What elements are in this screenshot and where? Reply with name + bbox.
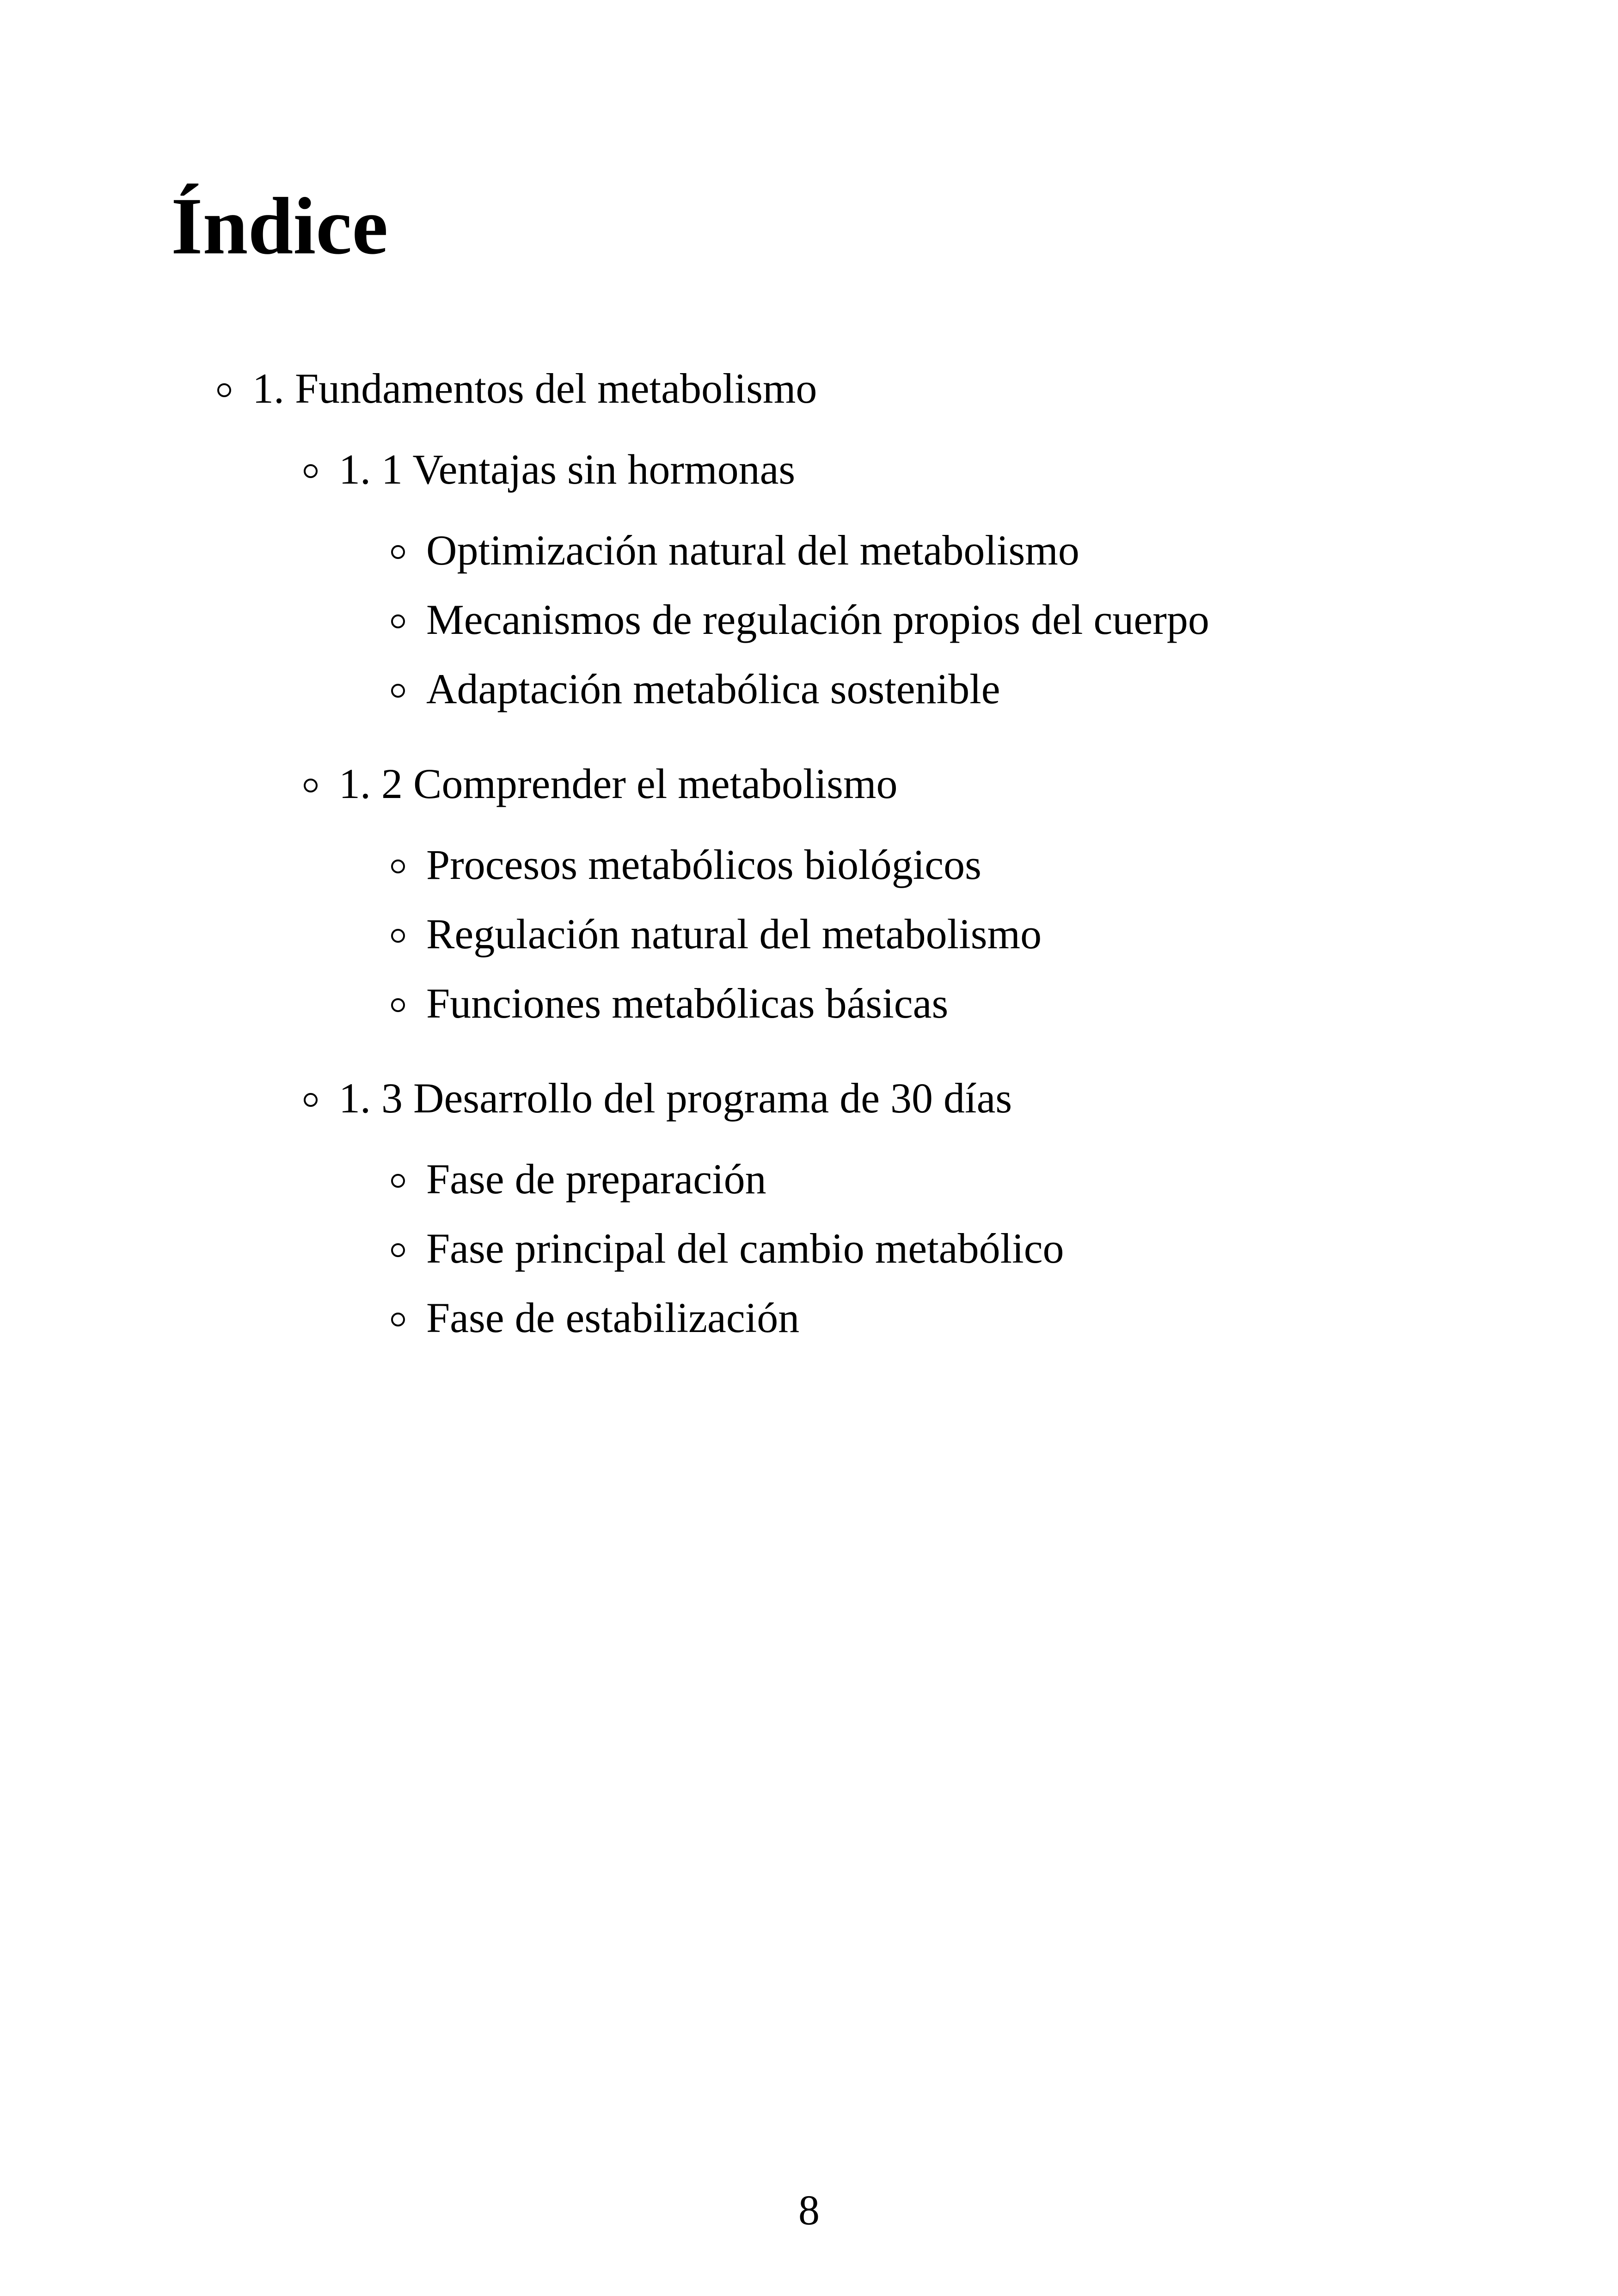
- toc-section-label: 1. 3 Desarrollo del programa de 30 días: [339, 1074, 1012, 1122]
- circle-bullet-icon: [391, 929, 405, 943]
- toc-subitem[interactable]: [391, 525, 1079, 576]
- toc-section-1-3[interactable]: [304, 1073, 1012, 1123]
- toc-subitem[interactable]: [391, 978, 948, 1029]
- toc-subitem-label: Fase de preparación: [426, 1155, 766, 1203]
- circle-bullet-icon: [391, 1313, 405, 1326]
- toc-chapter-1-label: 1. Fundamentos del metabolismo: [252, 365, 817, 412]
- page-number: 8: [798, 2186, 820, 2234]
- page-title: Índice: [171, 181, 388, 271]
- toc-subitem-label: Mecanismos de regulación propios del cuerpo: [426, 596, 1209, 643]
- toc-subitem[interactable]: [391, 1292, 799, 1343]
- toc-subitem[interactable]: [391, 909, 1042, 959]
- toc-subitem-label: Fase de estabilización: [426, 1294, 800, 1341]
- toc-subitem-label: Fase principal del cambio metabólico: [426, 1225, 1064, 1272]
- circle-bullet-icon: [391, 859, 405, 873]
- circle-bullet-icon: [217, 383, 231, 397]
- toc-subitem-label: Procesos metabólicos biológicos: [426, 841, 981, 888]
- toc-subitem[interactable]: [391, 839, 981, 890]
- toc-subitem-label: Regulación natural del metabolismo: [426, 910, 1042, 958]
- toc-chapter-1[interactable]: [217, 363, 817, 414]
- circle-bullet-icon: [391, 614, 405, 628]
- toc-section-1-1[interactable]: [304, 444, 795, 495]
- toc-subitem-label: Optimización natural del metabolismo: [426, 527, 1079, 574]
- toc-section-1-2[interactable]: [304, 758, 898, 809]
- circle-bullet-icon: [304, 464, 318, 478]
- circle-bullet-icon: [391, 998, 405, 1012]
- toc-subitem[interactable]: [391, 1154, 766, 1204]
- toc-subitem[interactable]: [391, 1223, 1064, 1274]
- circle-bullet-icon: [391, 545, 405, 559]
- circle-bullet-icon: [391, 1174, 405, 1188]
- toc-subitem-label: Adaptación metabólica sostenible: [426, 665, 1000, 712]
- toc-section-label: 1. 1 Ventajas sin hormonas: [339, 446, 796, 493]
- circle-bullet-icon: [304, 1093, 318, 1107]
- toc-subitem-label: Funciones metabólicas básicas: [426, 980, 949, 1027]
- toc-section-label: 1. 2 Comprender el metabolismo: [339, 760, 898, 807]
- circle-bullet-icon: [391, 684, 405, 698]
- toc-subitem[interactable]: [391, 663, 1000, 714]
- circle-bullet-icon: [304, 779, 318, 792]
- toc-subitem[interactable]: [391, 594, 1209, 645]
- circle-bullet-icon: [391, 1243, 405, 1257]
